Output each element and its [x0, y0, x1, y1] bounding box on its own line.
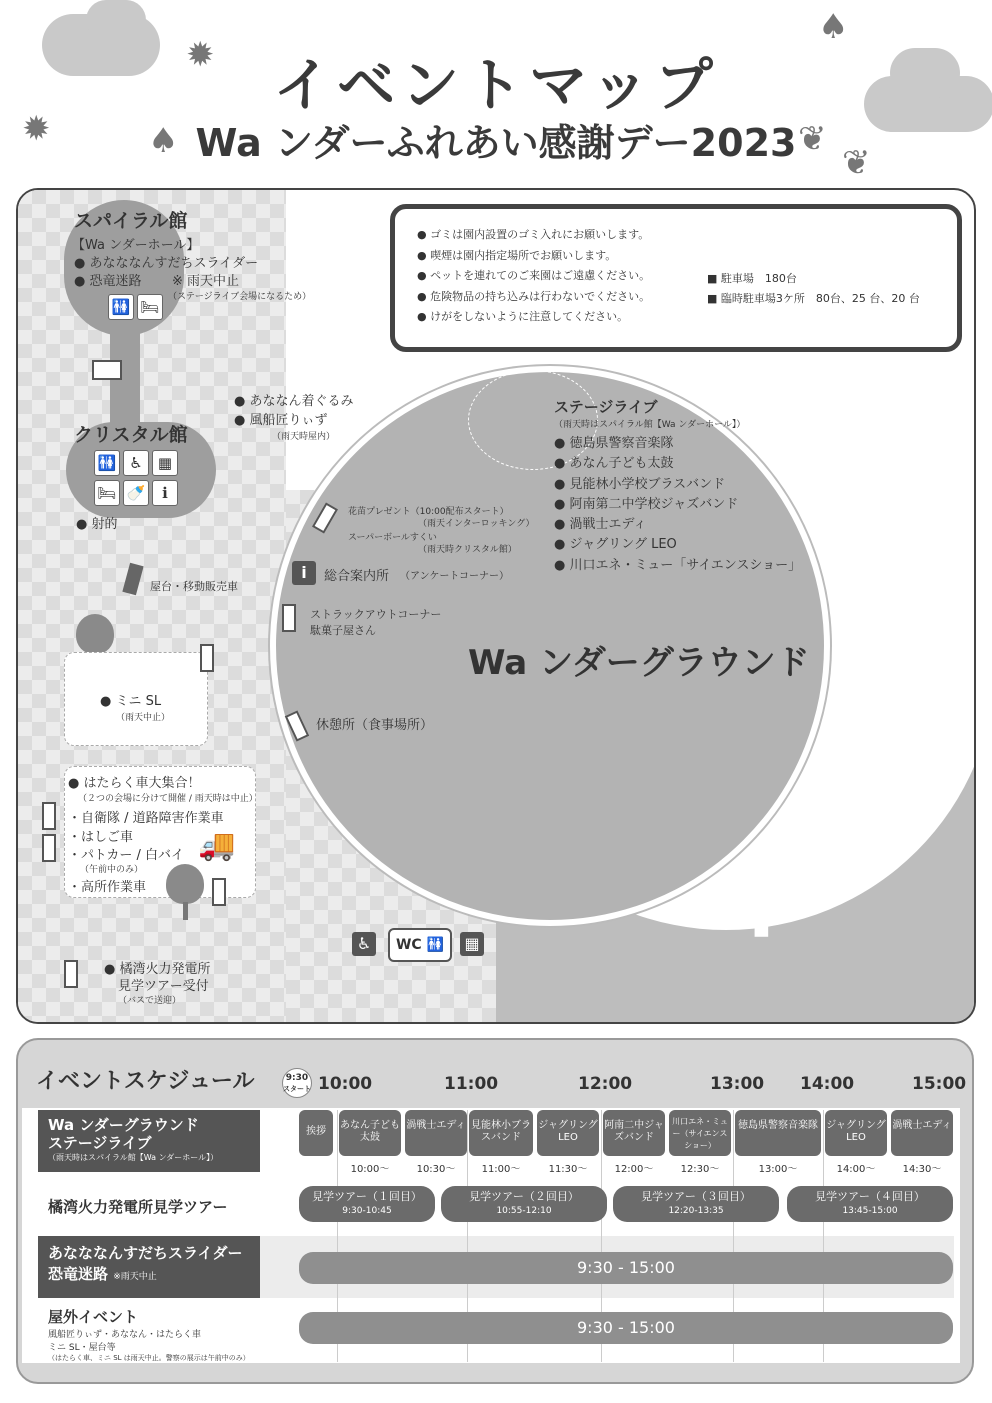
- strike-line: 駄菓子屋さん: [310, 624, 376, 637]
- act-block: ジャグリングLEO: [537, 1110, 599, 1156]
- row-subtitle: ミニ SL・屋台等: [48, 1343, 116, 1353]
- entrance-marker: [64, 960, 78, 988]
- act-time: 14:30〜: [902, 1164, 942, 1175]
- stage-item: ● 見能林小学校ブラスバンド: [554, 476, 726, 492]
- stage-item: ● 徳島県警察音楽隊: [554, 436, 674, 451]
- ginkgo-leaf-icon: ♠: [148, 121, 179, 161]
- tree-icon: [76, 614, 114, 654]
- cloud-decoration: [86, 0, 146, 40]
- act-block: ジャグリングLEO: [825, 1110, 887, 1156]
- act-time: 14:00〜: [836, 1164, 876, 1175]
- tour-pill: [441, 1186, 607, 1222]
- ginkgo-leaf-icon: ♠: [818, 7, 849, 47]
- time-label: 10:00: [318, 1074, 373, 1094]
- stage-list: [554, 434, 801, 576]
- tour-time: 13:45-15:00: [842, 1206, 898, 1216]
- stage-item: ● あなん子ども太鼓: [554, 456, 674, 472]
- leaf-icon: ❦: [798, 119, 827, 159]
- kigurumi-item: ● 風船匠りぃず: [234, 413, 328, 428]
- tour-name: 見学ツアー（１回目）: [312, 1190, 422, 1203]
- babycare-icon: 🛏: [94, 480, 120, 506]
- rule-item: ● ペットを連れてのご来園はご遠慮ください。: [417, 266, 650, 287]
- act-block: 渦戦士エディ: [891, 1110, 953, 1156]
- wc-label: WC: [395, 937, 422, 953]
- stage-title: ステージライブ: [554, 398, 658, 416]
- leaf-icon: ❦: [842, 143, 871, 183]
- rule-item: ● ゴミは園内設置のゴミ入れにお願いします。: [417, 225, 650, 246]
- minisl-note: （雨天中止）: [116, 713, 171, 723]
- row-title-line: [48, 1263, 250, 1284]
- crystal-facilities: [94, 450, 181, 476]
- outdoor-time-bar: 9:30 - 15:00: [299, 1312, 953, 1344]
- parking-info: [707, 269, 920, 309]
- spiral-rain: ※ 雨天中止: [172, 274, 240, 289]
- tree-icon: [166, 864, 204, 904]
- restroom-icon: 🚻: [426, 937, 445, 953]
- rest-label: 休憩所（食事場所）: [316, 718, 434, 733]
- entrance-marker: [200, 644, 214, 672]
- kanae-line: （雨天時クリスタル館）: [418, 545, 517, 555]
- spiral-note: （ステージライブ会場になるため）: [168, 292, 312, 302]
- act-time: 11:00〜: [481, 1164, 521, 1175]
- wc-box: [388, 928, 452, 962]
- act-time: 12:00〜: [614, 1164, 654, 1175]
- stage-item: ● 渦戦士エディ: [554, 517, 647, 533]
- time-label: 11:00: [444, 1074, 499, 1094]
- toilet-facilities: [352, 932, 376, 956]
- row-title: 屋外イベント: [48, 1308, 139, 1326]
- kigurumi-item: ● あななん着ぐるみ: [234, 394, 354, 409]
- row-title: 橘湾火力発電所見学ツアー: [48, 1198, 228, 1216]
- row-label-tour: [38, 1190, 260, 1230]
- entrance-marker: [92, 360, 122, 380]
- kigurumi-note: （雨天時屋内）: [272, 432, 336, 442]
- tour-time: 12:20-13:35: [668, 1206, 724, 1216]
- tour-pill: [613, 1186, 779, 1222]
- tour-item: 見学ツアー受付: [118, 979, 209, 994]
- yatai-label: 屋台・移動販売車: [150, 580, 238, 593]
- act-block: 阿南二中ジャズバンド: [603, 1110, 665, 1156]
- hataraku-note: （２つの会場に分けて開催 / 雨天時は中止）: [78, 794, 258, 804]
- parking-line: ■ 臨時駐車場3ケ所 80台、25 台、20 台: [707, 292, 920, 305]
- minisl-label: ● ミニ SL: [100, 694, 162, 709]
- tree-trunk: [183, 902, 188, 920]
- start-badge: [282, 1068, 312, 1098]
- tour-item: ● 橘湾火力発電所: [104, 962, 211, 977]
- act-time: 13:00〜: [758, 1164, 798, 1175]
- hataraku-title: ● はたらく車大集合！: [68, 776, 201, 791]
- stage-note: （雨天時はスパイラル館【Wa ンダーホール】）: [554, 420, 746, 430]
- stage-item: ● ジャグリング LEO: [554, 537, 677, 553]
- row-note: ※雨天中止: [113, 1272, 157, 1282]
- rule-item: ● けがをしないように注意してください。: [417, 307, 650, 328]
- row-title: あなななんすだちスライダー: [48, 1244, 243, 1262]
- hataraku-item: ・高所作業車: [68, 880, 147, 895]
- hataraku-patnote: （午前中のみ）: [80, 865, 144, 875]
- start-time: 9:30: [285, 1073, 309, 1083]
- rule-item: ● 危険物品の持ち込みは行わないでください。: [417, 287, 650, 308]
- info-label: 総合案内所: [324, 569, 390, 584]
- crystal-item: ● 射的: [76, 517, 118, 532]
- spiral-facilities: [108, 294, 166, 320]
- parking-line: ■ 駐車場 180台: [707, 272, 797, 285]
- hataraku-item: ・自衛隊 / 道路障害作業車: [68, 811, 224, 826]
- restroom-icon: 🚻: [108, 294, 134, 320]
- kanae-line: 花苗プレゼント（10:00配布スタート）: [348, 507, 509, 517]
- tour-time: 10:55-12:10: [496, 1206, 552, 1216]
- wheelchair-icon: ♿: [352, 932, 376, 956]
- row-label-outdoor: [38, 1302, 260, 1364]
- stage-item: ● 川口エネ・ミュー「サイエンスショー」: [554, 557, 802, 573]
- babycare-icon: 🛏: [137, 294, 163, 320]
- maple-leaf-icon: ✹: [186, 35, 215, 75]
- event-map: [16, 188, 976, 1024]
- tour-time: 9:30-10:45: [342, 1206, 392, 1216]
- strike-line: ストラックアウトコーナー: [310, 608, 442, 621]
- row-label-stage: [38, 1110, 260, 1172]
- act-block: あなん子ども太鼓: [339, 1110, 401, 1156]
- tour-name: 見学ツアー（２回目）: [469, 1190, 579, 1203]
- start-label: スタート: [283, 1085, 311, 1093]
- baby-bottle-icon: 🍼: [123, 480, 149, 506]
- act-time: 11:30〜: [548, 1164, 588, 1175]
- kanae-line: スーパーボールすくい: [348, 533, 437, 543]
- row-title: 恐竜迷路: [48, 1265, 109, 1283]
- spiral-item: ● あなななんすだちスライダー: [74, 256, 259, 271]
- parking-label: P: [748, 870, 801, 954]
- info-note: （アンケートコーナー）: [400, 571, 509, 582]
- act-block: 渦戦士エディ: [405, 1110, 467, 1156]
- vending-machine-icon: ▦: [460, 932, 484, 956]
- rules-box: [390, 204, 962, 352]
- rule-item: ● 喫煙は園内指定場所でお願いします。: [417, 246, 650, 267]
- info-icon: i: [292, 561, 316, 585]
- tour-note: （バスで送迎）: [118, 996, 182, 1006]
- time-label: 15:00: [912, 1074, 967, 1094]
- act-block: 徳島県警察音楽隊: [735, 1110, 821, 1156]
- slider-time-bar: 9:30 - 15:00: [299, 1252, 953, 1284]
- row-note: （はたらく車、ミニ SL は雨天中止。警察の展示は午前中のみ）: [48, 1354, 250, 1362]
- row-label-slider: [38, 1236, 260, 1298]
- act-block: 見能林小ブラスバンド: [469, 1110, 533, 1156]
- info-icon: ℹ: [152, 480, 178, 506]
- booth-marker: [282, 604, 296, 632]
- hataraku-item: ・はしご車: [68, 830, 134, 845]
- row-note: （雨天時はスパイラル館【Wa ンダーホール】）: [48, 1153, 219, 1162]
- row-subtitle: 風船匠りぃず・あななん・はたらく車: [48, 1330, 202, 1340]
- time-label: 13:00: [710, 1074, 765, 1094]
- schedule-title: イベントスケジュール: [36, 1069, 255, 1094]
- tour-pill: [299, 1186, 435, 1222]
- kanae-line: （雨天インターロッキング）: [418, 519, 535, 529]
- crane-truck-icon: 🚚: [198, 828, 236, 863]
- spiral-item: ● 恐竜迷路: [74, 274, 142, 289]
- page-title: イベントマップ: [273, 51, 719, 119]
- entrance-marker: [212, 878, 226, 906]
- restroom-icon: 🚻: [94, 450, 120, 476]
- crystal-facilities: [94, 480, 181, 506]
- stage-item: ● 阿南第二中学校ジャズバンド: [554, 496, 739, 512]
- row-title: Wa ンダーグラウンド: [48, 1116, 199, 1134]
- tour-name: 見学ツアー（３回目）: [641, 1190, 751, 1203]
- spiral-name: スパイラル館: [74, 210, 188, 232]
- act-block: 挨拶: [299, 1110, 333, 1156]
- entrance-marker: [42, 834, 56, 862]
- hataraku-item: ・パトカー / 白バイ: [68, 848, 184, 863]
- act-time: 10:30〜: [416, 1164, 456, 1175]
- time-label: 14:00: [800, 1074, 855, 1094]
- ground-label: Wa ンダーグラウンド: [468, 643, 810, 683]
- entrance-marker: [42, 802, 56, 830]
- act-time: 12:30〜: [680, 1164, 720, 1175]
- row-title: ステージライブ: [48, 1134, 152, 1152]
- wheelchair-icon: ♿: [123, 450, 149, 476]
- act-time: 10:00〜: [350, 1164, 390, 1175]
- time-label: 12:00: [578, 1074, 633, 1094]
- vending-machine-icon: ▦: [152, 450, 178, 476]
- page-subtitle: Wa ンダーふれあい感謝デー2023: [195, 121, 797, 165]
- act-block: 川口エネ・ミュー（サイエンスショー）: [669, 1110, 731, 1156]
- tour-name: 見学ツアー（４回目）: [815, 1190, 925, 1203]
- maple-leaf-icon: ✹: [22, 109, 51, 149]
- crystal-name: クリスタル館: [74, 424, 188, 446]
- tour-pill: [787, 1186, 953, 1222]
- spiral-hall: 【Wa ンダーホール】: [72, 238, 200, 253]
